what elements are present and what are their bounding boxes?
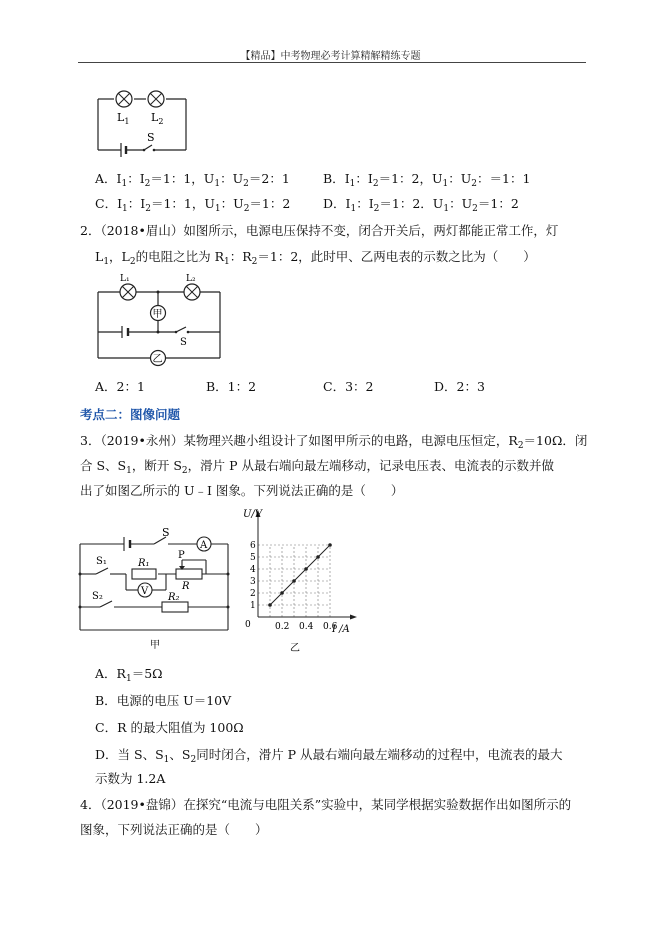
data-point	[304, 567, 308, 571]
resistor-r1-icon	[132, 569, 156, 579]
q3-option-d[interactable]: D．当 S、$S_1$、$S_2$同时闭合，滑片 P 从最右端向最左端移动的过程中，电流表的最大	[95, 747, 563, 765]
series-line	[270, 545, 330, 605]
page-header: 【精品】中考物理必考计算精解精练专题	[240, 51, 421, 62]
graph-xlabel: I /A	[332, 624, 350, 635]
svg-text:V: V	[141, 586, 149, 597]
svg-text:L₁: L₁	[120, 274, 130, 284]
svg-text:甲: 甲	[150, 640, 160, 651]
svg-text:R₂: R₂	[168, 592, 180, 603]
battery-icon	[122, 326, 128, 338]
y-tick-label: 1	[250, 601, 256, 611]
battery-icon	[124, 537, 130, 551]
svg-text:P: P	[178, 550, 185, 561]
q2-option-c[interactable]: C．3：2	[323, 379, 374, 394]
data-point	[328, 543, 332, 547]
section-heading: 考点二：图像问题	[80, 407, 181, 422]
q3-circuit-diagram	[78, 522, 238, 652]
q3-option-d-line2: 示数为 1.2A	[95, 771, 166, 786]
lamp-l1-icon	[120, 284, 136, 300]
data-point	[268, 603, 272, 607]
lamp-l2-icon	[184, 284, 200, 300]
lamp-l2-icon	[148, 91, 164, 107]
svg-text:L1: $L_1$	[117, 111, 130, 126]
q2-stem-line1: 2．（2018•眉山）如图所示，电源电压保持不变，闭合开关后，两灯都能正常工作，灯	[80, 223, 559, 238]
q4-stem-line2: 图象，下列说法正确的是（ ）	[80, 822, 268, 837]
svg-text:甲: 甲	[152, 309, 163, 320]
y-tick-label: 6	[250, 541, 256, 551]
q1-option-a[interactable]: A．$I_1$：$I_2=1$：1，$U_1$：$U_2=2$：1	[95, 171, 290, 189]
data-point	[316, 555, 320, 559]
q3-option-a[interactable]: A．$R_1=5\Omega$	[95, 666, 163, 684]
graph-origin: 0	[245, 620, 251, 630]
data-point	[280, 591, 284, 595]
svg-text:S₁: S₁	[96, 556, 107, 567]
q2-option-b[interactable]: B．1：2	[206, 379, 257, 394]
resistor-r2-icon	[162, 602, 188, 612]
y-tick-label: 3	[250, 577, 256, 587]
y-tick-label: 5	[250, 553, 256, 563]
svg-text:R₁: R₁	[138, 558, 150, 569]
q3-option-b[interactable]: B．电源的电压 U＝10V	[95, 693, 232, 708]
q1-option-b[interactable]: B．$I_1$：$I_2=1$：2，$U_1$：$U_2$：＝1：1	[323, 171, 531, 189]
svg-text:L₂: L₂	[186, 274, 196, 284]
y-tick-label: 4	[250, 565, 256, 575]
q1-option-d[interactable]: D．$I_1$：$I_2=1$：2．$U_1$：$U_2=1$：2	[323, 196, 519, 214]
svg-text:S: S	[162, 526, 170, 539]
rheostat-r-icon	[176, 569, 202, 579]
lamp-l1-icon	[116, 91, 132, 107]
svg-text:S: S	[147, 131, 155, 144]
x-tick-label: 0.2	[275, 622, 290, 632]
q3-option-c[interactable]: C．R 的最大阻值为 100Ω	[95, 720, 244, 735]
q3-stem-line3: 出了如图乙所示的 U﹣I 图象。下列说法正确的是（ ）	[80, 483, 404, 498]
x-tick-label: 0.4	[299, 622, 314, 632]
q3-ui-graph	[238, 505, 358, 655]
svg-text:L2: $L_2$	[151, 111, 164, 126]
header-rule	[78, 62, 586, 63]
q1-circuit-diagram	[90, 85, 200, 160]
q4-stem-line1: 4．（2019•盘锦）在探究“电流与电阻关系”实验中，某同学根据实验数据作出如图所示的	[80, 797, 572, 812]
q3-stem-line2: 合 S、$S_1$，断开 $S_2$，滑片 P 从最右端向最左端移动，记录电压表、电流表的示数并做	[80, 458, 554, 476]
graph-caption: 乙	[290, 643, 300, 654]
svg-text:A: A	[200, 540, 208, 551]
svg-text:R: R	[182, 581, 190, 592]
data-point	[292, 579, 296, 583]
q2-option-d[interactable]: D．2：3	[434, 379, 485, 394]
q2-circuit-diagram	[90, 272, 235, 374]
q2-option-a[interactable]: A．2：1	[95, 379, 145, 394]
svg-text:乙: 乙	[152, 354, 163, 365]
y-tick-label: 2	[250, 589, 256, 599]
q1-option-c[interactable]: C．$I_1$：$I_2=1$：1，$U_1$：$U_2=1$：2	[95, 196, 291, 214]
q3-stem-line1: 3．（2019•永州）某物理兴趣小组设计了如图甲所示的电路，电源电压恒定，$R_2=10\Omega$．闭	[80, 433, 588, 451]
svg-text:S: S	[180, 337, 187, 348]
x-axis-arrow-icon	[350, 615, 357, 620]
q2-stem-line2: $L_1$，$L_2$的电阻之比为 $R_1$：$R_2=1$：2，此时甲、乙两电表的示数之比为（ ）	[95, 249, 536, 267]
svg-text:S₂: S₂	[92, 591, 103, 602]
graph-ylabel: U/V	[243, 509, 263, 520]
x-tick-label: 0.6	[323, 622, 338, 632]
battery-icon	[121, 143, 126, 157]
